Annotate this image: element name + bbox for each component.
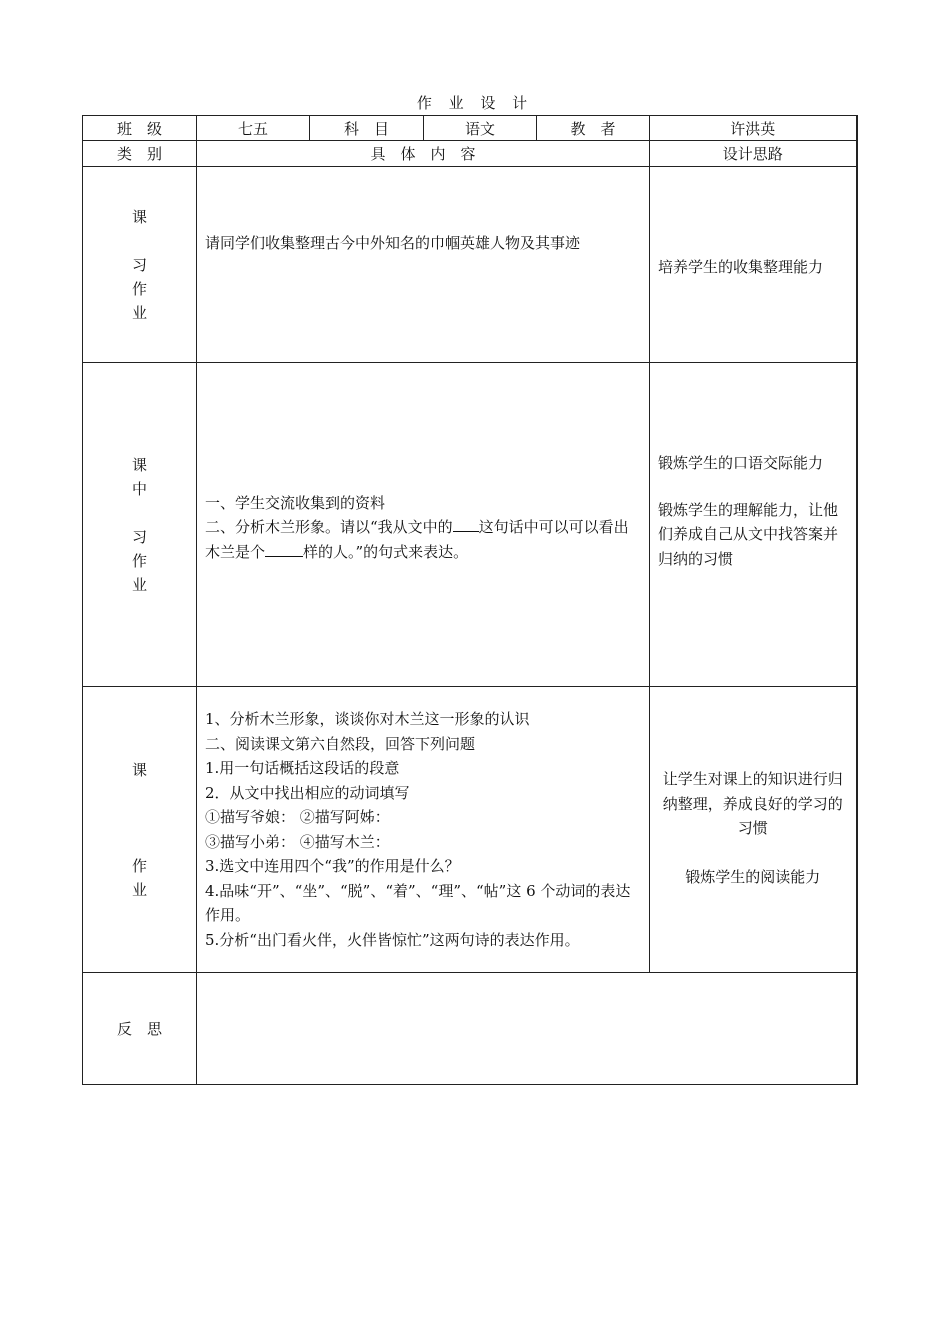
after-class-line: 4.品味“开”、“坐”、“脱”、“着”、“理”、“帖”这 6 个动词的表达作用。 <box>205 881 631 924</box>
reflection-content <box>197 973 857 1085</box>
after-class-line: 3.选文中连用四个“我”的作用是什么？ <box>205 857 460 875</box>
after-class-line: 1.用一句话概括这段话的段意 <box>205 759 400 777</box>
in-class-label: 课 中 习 作 业 <box>83 363 197 687</box>
in-class-line-2: 二、分析木兰形象。请以“我从文中的 这句话中可以可以看出木兰是个 样的人。”的句式来表达。 <box>205 518 629 561</box>
after-class-line: 5.分析“出门看火伴，火伴皆惊忙”这两句诗的表达作用。 <box>205 930 580 949</box>
fill-blank <box>453 517 479 532</box>
teacher-label: 教 者 <box>537 116 650 141</box>
fill-blank <box>265 542 303 557</box>
reflection-row <box>83 973 857 1085</box>
after-class-line: 1、分析木兰形象，谈谈你对木兰这一形象的认识 <box>205 710 530 728</box>
teacher-value: 许洪英 <box>650 116 857 141</box>
after-class-design: 让学生对课上的知识进行归纳整理，养成良好的学习的习惯 锻炼学生的阅读能力 <box>650 687 857 973</box>
after-class-line: 二、阅读课文第六自然段，回答下列问题 <box>205 734 476 753</box>
pre-class-row <box>83 167 857 363</box>
category-header: 类 别 <box>83 141 197 167</box>
pre-class-label: 课 习 作 业 <box>83 167 197 363</box>
pre-class-content: 请同学们收集整理古今中外知名的巾帼英雄人物及其事迹 <box>197 167 650 363</box>
after-class-label: 课 作 业 <box>83 687 197 973</box>
class-value: 七五 <box>197 116 310 141</box>
in-class-line-1: 一、学生交流收集到的资料 <box>205 493 386 512</box>
class-label: 班 级 <box>83 116 197 141</box>
subject-value: 语文 <box>424 116 537 141</box>
column-header-row <box>83 141 857 167</box>
homework-design-table <box>82 115 858 1085</box>
in-class-design: 锻炼学生的口语交际能力 锻炼学生的理解能力，让他们养成自己从文中找答案并归纳的习惯 <box>650 363 857 687</box>
pre-class-design: 培养学生的收集整理能力 <box>650 167 857 363</box>
after-class-line: 2．从文中找出相应的动词填写 <box>205 783 410 802</box>
after-class-line: ③描写小弟： ④描写木兰： <box>205 832 390 851</box>
in-class-row <box>83 363 857 687</box>
subject-label: 科 目 <box>310 116 424 141</box>
page-title: 作 业 设 计 <box>416 94 534 112</box>
content-header: 具 体 内 容 <box>197 141 650 167</box>
in-class-content <box>197 363 650 687</box>
after-class-row <box>83 687 857 973</box>
after-class-line: ①描写爷娘： ②描写阿姊： <box>205 808 390 826</box>
design-header: 设计思路 <box>650 141 857 167</box>
header-row <box>83 116 857 141</box>
reflection-label: 反 思 <box>83 973 197 1085</box>
after-class-content <box>197 687 650 973</box>
